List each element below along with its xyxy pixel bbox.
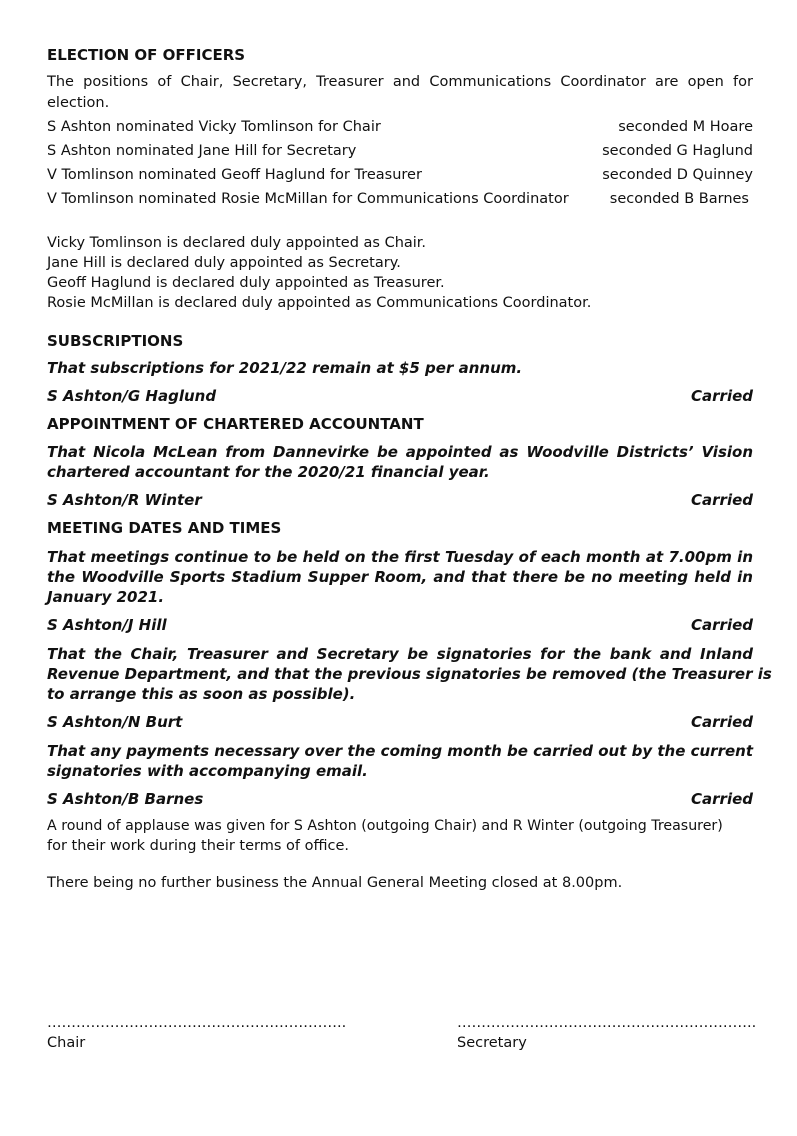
movers: S Ashton/R Winter <box>47 491 202 509</box>
nomination-row <box>47 143 753 159</box>
movers: S Ashton/N Burt <box>47 713 183 731</box>
nomination-row <box>47 191 749 207</box>
carried-label: Carried <box>691 790 753 808</box>
movers: S Ashton/G Haglund <box>47 387 217 405</box>
chair-label: Chair <box>47 1035 86 1051</box>
nomination-seconded: seconded M Hoare <box>618 119 753 135</box>
accountant-motion-line2: chartered accountant for the 2020/21 financial year. <box>47 463 490 481</box>
movers: S Ashton/B Barnes <box>47 790 204 808</box>
meetings-motion-line2: the Woodville Sports Stadium Supper Room, and that there be no meeting held in <box>47 568 753 586</box>
nomination-text: S Ashton nominated Jane Hill for Secretary <box>47 143 357 159</box>
signatories-motion-line3: to arrange this as soon as possible). <box>47 685 356 703</box>
nomination-text: V Tomlinson nominated Geoff Haglund for Treasurer <box>47 167 422 183</box>
declaration-line: Geoff Haglund is declared duly appointed as Treasurer. <box>47 275 445 291</box>
accountant-motion-line1: That Nicola McLean from Dannevirke be appointed as Woodville Districts’ Vision <box>47 443 753 461</box>
secretary-signature-line: …………………………………………………….. <box>457 1015 757 1031</box>
payments-motion-line1: That any payments necessary over the coming month be carried out by the current <box>47 742 753 760</box>
declaration-line: Jane Hill is declared duly appointed as Secretary. <box>47 255 401 271</box>
chair-signature-line: …………………………………………………….. <box>47 1015 347 1031</box>
election-heading: ELECTION OF OFFICERS <box>47 46 246 64</box>
nomination-seconded: seconded G Haglund <box>602 143 753 159</box>
meetings-motion-line3: January 2021. <box>47 588 165 606</box>
nomination-seconded: seconded D Quinney <box>602 167 753 183</box>
subscriptions-heading: SUBSCRIPTIONS <box>47 332 184 350</box>
payments-result-row <box>47 790 753 808</box>
election-intro-line1: The positions of Chair, Secretary, Treasurer and Communications Coordinator are open for <box>47 74 753 90</box>
accountant-result-row <box>47 491 753 509</box>
subscriptions-result-row <box>47 387 753 405</box>
applause-line2: for their work during their terms of office. <box>47 838 350 854</box>
payments-motion-line2: signatories with accompanying email. <box>47 762 368 780</box>
election-intro-line2: election. <box>47 95 110 111</box>
meetings-result-row <box>47 616 753 634</box>
carried-label: Carried <box>691 491 753 509</box>
movers: S Ashton/J Hill <box>47 616 167 634</box>
meetings-heading: MEETING DATES AND TIMES <box>47 519 282 537</box>
applause-line1: A round of applause was given for S Ashton (outgoing Chair) and R Winter (outgoing Treasurer) <box>47 818 723 834</box>
declaration-line: Rosie McMillan is declared duly appointed as Communications Coordinator. <box>47 295 592 311</box>
closing-statement: There being no further business the Annual General Meeting closed at 8.00pm. <box>47 875 623 891</box>
secretary-label: Secretary <box>457 1035 527 1051</box>
nomination-text: S Ashton nominated Vicky Tomlinson for Chair <box>47 119 381 135</box>
nomination-row <box>47 167 753 183</box>
nomination-row <box>47 119 753 135</box>
signatories-motion-line1: That the Chair, Treasurer and Secretary be signatories for the bank and Inland <box>47 645 753 663</box>
signatories-result-row <box>47 713 753 731</box>
nomination-text: V Tomlinson nominated Rosie McMillan for Communications Coordinator <box>47 191 569 207</box>
carried-label: Carried <box>691 387 753 405</box>
declaration-line: Vicky Tomlinson is declared duly appointed as Chair. <box>47 235 427 251</box>
accountant-heading: APPOINTMENT OF CHARTERED ACCOUNTANT <box>47 415 424 433</box>
carried-label: Carried <box>691 713 753 731</box>
meetings-motion-line1: That meetings continue to be held on the first Tuesday of each month at 7.00pm in <box>47 548 753 566</box>
carried-label: Carried <box>691 616 753 634</box>
signatories-motion-line2: Revenue Department, and that the previous signatories be removed (the Treasurer is <box>47 665 772 683</box>
nomination-seconded: seconded B Barnes <box>609 191 749 207</box>
subscriptions-motion: That subscriptions for 2021/22 remain at $5 per annum. <box>47 359 523 377</box>
